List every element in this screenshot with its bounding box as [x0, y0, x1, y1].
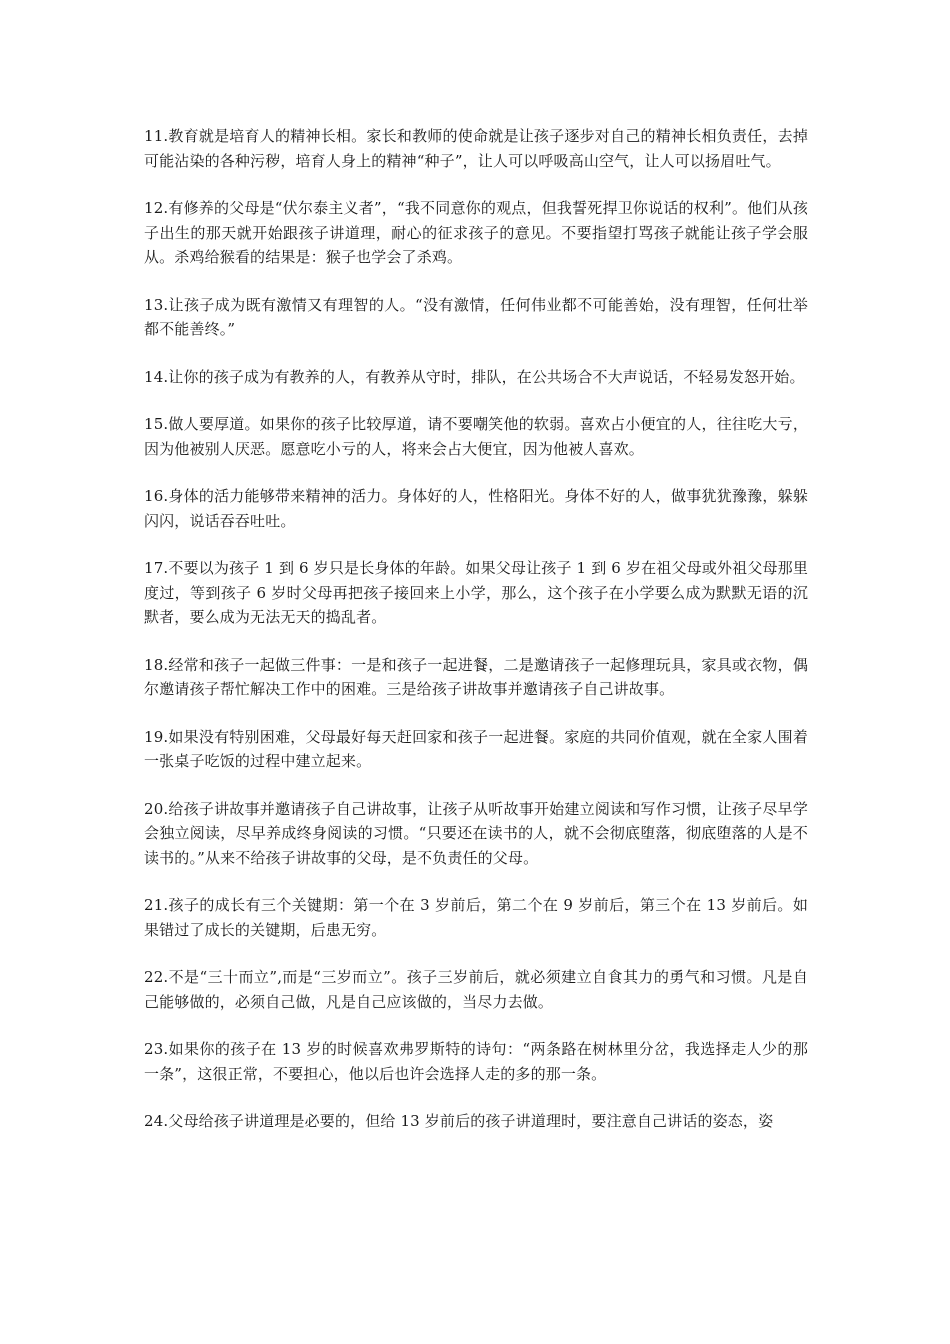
paragraph-12: 12.有修养的父母是“伏尔泰主义者”，“我不同意你的观点，但我誓死捍卫你说话的权利”。他们从孩子出生的那天就开始跟孩子讲道理，耐心的征求孩子的意见。不要指望打骂孩子就能让孩子学会服从。杀鸡给猴看的结果是：猴子也学会了杀鸡。 [144, 199, 808, 266]
paragraph-21: 21.孩子的成长有三个关键期：第一个在 3 岁前后，第二个在 9 岁前后，第三个在 13 岁前后。如果错过了成长的关键期，后患无穷。 [144, 896, 808, 939]
paragraph-13: 13.让孩子成为既有激情又有理智的人。“没有激情，任何伟业都不可能善始，没有理智，任何壮举都不能善终。” [144, 295, 808, 338]
paragraph-18: 18.经常和孩子一起做三件事：一是和孩子一起进餐，二是邀请孩子一起修理玩具，家具或衣物，偶尔邀请孩子帮忙解决工作中的困难。三是给孩子讲故事并邀请孩子自己讲故事。 [144, 655, 808, 698]
paragraph-20: 20.给孩子讲故事并邀请孩子自己讲故事，让孩子从听故事开始建立阅读和写作习惯，让孩子尽早学会独立阅读，尽早养成终身阅读的习惯。“只要还在读书的人，就不会彻底堕落，彻底堕落的人是不读书的。”从来不给孩子讲故事的父母，是不负责任的父母。 [144, 799, 808, 867]
paragraph-14: 14.让你的孩子成为有教养的人，有教养从守时，排队，在公共场合不大声说话，不轻易发怒开始。 [144, 367, 805, 386]
paragraph-15: 15.做人要厚道。如果你的孩子比较厚道，请不要嘲笑他的软弱。喜欢占小便宜的人，往往吃大亏，因为他被别人厌恶。愿意吃小亏的人，将来会占大便宜，因为他被人喜欢。 [144, 415, 808, 458]
paragraph-16: 16.身体的活力能够带来精神的活力。身体好的人，性格阳光。身体不好的人，做事犹犹豫豫，躲躲闪闪，说话吞吞吐吐。 [144, 487, 808, 530]
paragraph-24: 24.父母给孩子讲道理是必要的，但给 13 岁前后的孩子讲道理时，要注意自己讲话的姿态，姿 [144, 1112, 774, 1130]
document-page [144, 124, 808, 1157]
paragraph-17: 17.不要以为孩子 1 到 6 岁只是长身体的年龄。如果父母让孩子 1 到 6 岁在祖父母或外祖父母那里度过，等到孩子 6 岁时父母再把孩子接回来上小学，那么，这个孩子在小学要么成为默默无语的沉默者，要么成为无法无天的捣乱者。 [144, 559, 808, 626]
paragraph-11: 11.教育就是培育人的精神长相。家长和教师的使命就是让孩子逐步对自己的精神长相负责任，去掉可能沾染的各种污秽，培育人身上的精神“种子”，让人可以呼吸高山空气，让人可以扬眉吐气。 [144, 127, 808, 170]
paragraph-22: 22.不是“三十而立”,而是“三岁而立”。孩子三岁前后，就必须建立自食其力的勇气和习惯。凡是自己能够做的，必须自己做，凡是自己应该做的，当尽力去做。 [144, 968, 808, 1011]
paragraph-19: 19.如果没有特别困难，父母最好每天赶回家和孩子一起进餐。家庭的共同价值观，就在全家人围着一张桌子吃饭的过程中建立起来。 [144, 727, 808, 770]
paragraph-23: 23.如果你的孩子在 13 岁的时候喜欢弗罗斯特的诗句：“两条路在树林里分岔，我选择走人少的那一条”，这很正常，不要担心，他以后也许会选择人走的多的那一条。 [144, 1040, 808, 1083]
